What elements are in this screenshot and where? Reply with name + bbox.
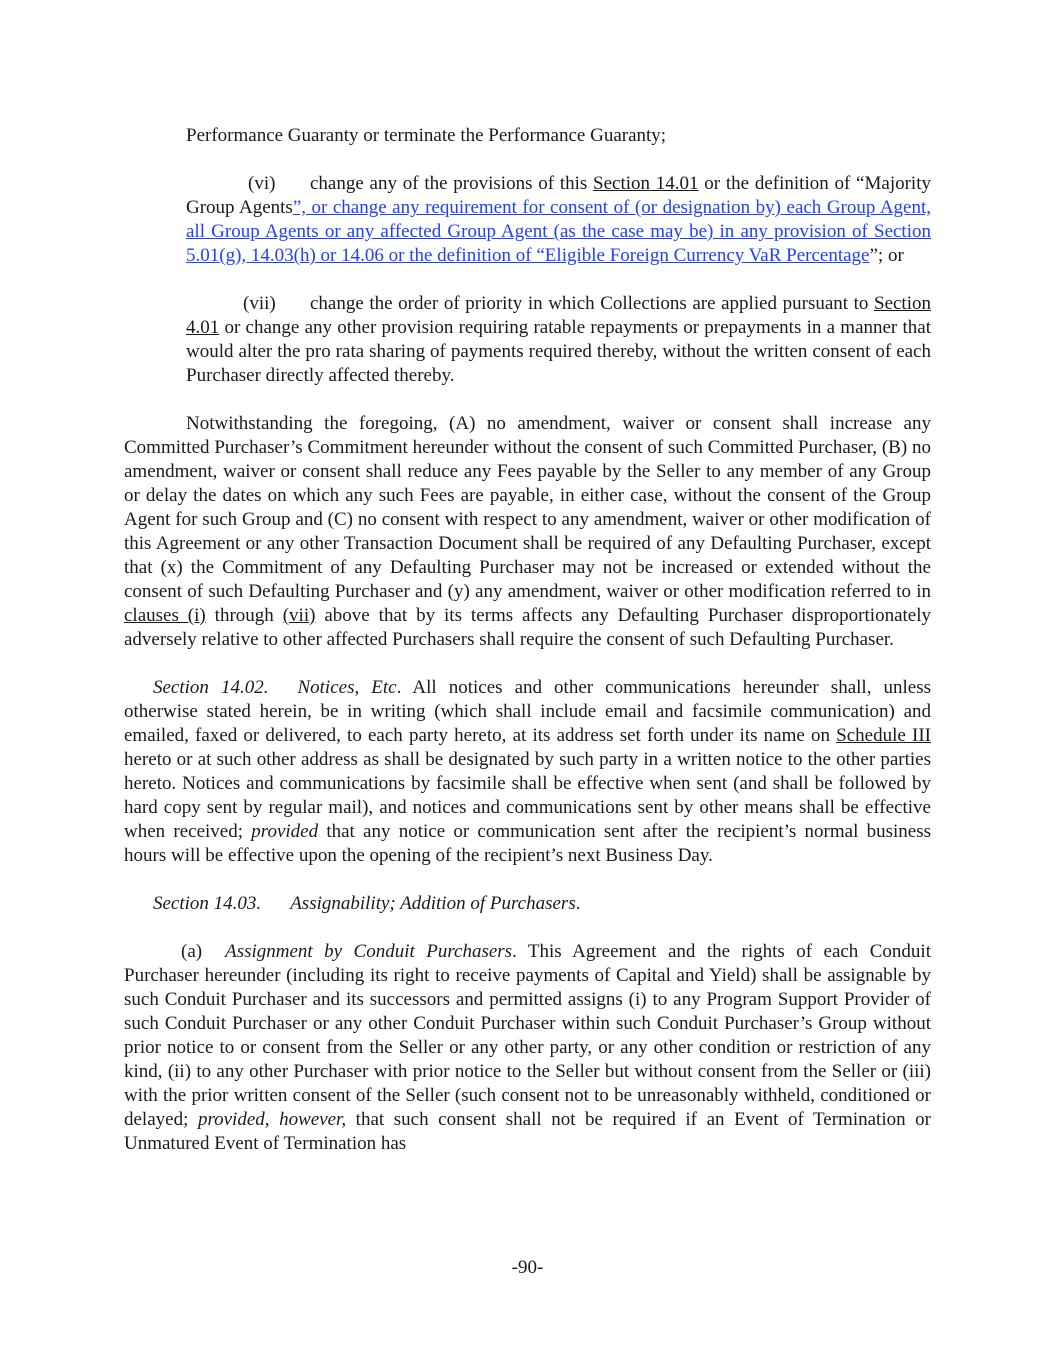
- paragraph-continuation: Performance Guaranty or terminate the Performance Guaranty;: [186, 125, 667, 146]
- clause-vii: (vii) change the order of priority in which Collections are applied pursuant to Section 4.01 or change any other provision requiring ratable repayments or prepayments in a manner that would alter the pro rata sharing of payments required thereby, without the written consent of each Purchaser directly affected thereby.: [186, 293, 931, 386]
- cross-reference: Section 14.01: [593, 173, 699, 194]
- section-heading: Section 14.02.: [153, 677, 269, 698]
- cross-reference: Section 4.01: [186, 293, 931, 338]
- page-number: -90-: [511, 1257, 544, 1278]
- section-title: Notices, Etc: [297, 677, 397, 698]
- clause-number: (vi): [248, 173, 276, 194]
- inserted-text: ”, or change any requirement for consent of (or designation by) each Group Agent, all Group Agents or any affected Group Agent (as the case may be) in any provision of Section 5.01(g), 14.03(h) or 14.06 or the definition of “Eligible Foreign Currency VaR Percentage: [186, 197, 932, 266]
- clause-a: (a) Assignment by Conduit Purchasers. This Agreement and the rights of each Conduit Purchaser hereunder (including its right to receive payments of Capital and Yield) shall be assignable by such Conduit Purchaser and its successors and permitted assigns (i) to any Program Support Provider of such Conduit Purchaser or any other Conduit Purchaser within such Conduit Purchaser’s Group without prior notice to or consent from the Seller or any other party, or any other condition or restriction of any kind, (ii) to any other Purchaser with prior notice to the Seller but without consent from the Seller or (iii) with the prior written consent of the Seller (such consent not to be unreasonably withheld, conditioned or delayed; provided, however, that such consent shall not be required if an Event of Termination or Unmatured Event of Termination has: [124, 941, 931, 1154]
- document-body: [124, 124, 931, 1156]
- notwithstanding-paragraph: Notwithstanding the foregoing, (A) no amendment, waiver or consent shall increase any Committed Purchaser’s Commitment hereunder without the consent of such Committed Purchaser, (B) no amendment, waiver or consent shall reduce any Fees payable by the Seller to any member of any Group or delay the dates on which any such Fees are payable, in either case, without the consent of the Group Agent for such Group and (C) no consent with respect to any amendment, waiver or other modification of this Agreement or any other Transaction Document shall be required of any Defaulting Purchaser, except that (x) the Commitment of any Defaulting Purchaser may not be increased or extended without the consent of such Defaulting Purchaser and (y) any amendment, waiver or other modification referred to in clauses (i) through (vii) above that by its terms affects any Defaulting Purchaser disproportionately adversely relative to other affected Purchasers shall require the consent of such Defaulting Purchaser.: [124, 413, 931, 650]
- clause-title: Assignment by Conduit Purchasers: [225, 941, 513, 962]
- section-title: Assignability; Addition of Purchasers: [290, 893, 576, 914]
- clause-vi: (vi) change any of the provisions of this Section 14.01 or the definition of “Majority Group Agents”, or change any requirement for consent of (or designation by) each Group Agent, all Group Agents or any affected Group Agent (as the case may be) in any provision of Section 5.01(g), 14.03(h) or 14.06 or the definition of “Eligible Foreign Currency VaR Percentage”; or: [186, 173, 932, 266]
- clause-number: (vii): [243, 293, 276, 314]
- section-heading: Section 14.03.: [153, 893, 262, 914]
- section-14-02: Section 14.02. Notices, Etc. All notices and other communications hereunder shall, unless otherwise stated herein, be in writing (which shall include email and facsimile communication) and emailed, faxed or delivered, to each party hereto, at its address set forth under its name on Schedule III hereto or at such other address as shall be designated by such party in a written notice to the other parties hereto. Notices and communications by facsimile shall be effective when sent (and shall be followed by hard copy sent by regular mail), and notices and communications sent by other means shall be effective when received; provided that any notice or communication sent after the recipient’s normal business hours will be effective upon the opening of the recipient’s next Business Day.: [124, 677, 931, 866]
- cross-reference: Schedule III: [836, 725, 931, 746]
- section-14-03-heading: Section 14.03. Assignability; Addition of Purchasers.: [153, 893, 581, 914]
- clause-number: (a): [181, 941, 203, 962]
- cross-reference: (vii): [282, 605, 316, 626]
- cross-reference: clauses (i): [124, 605, 206, 626]
